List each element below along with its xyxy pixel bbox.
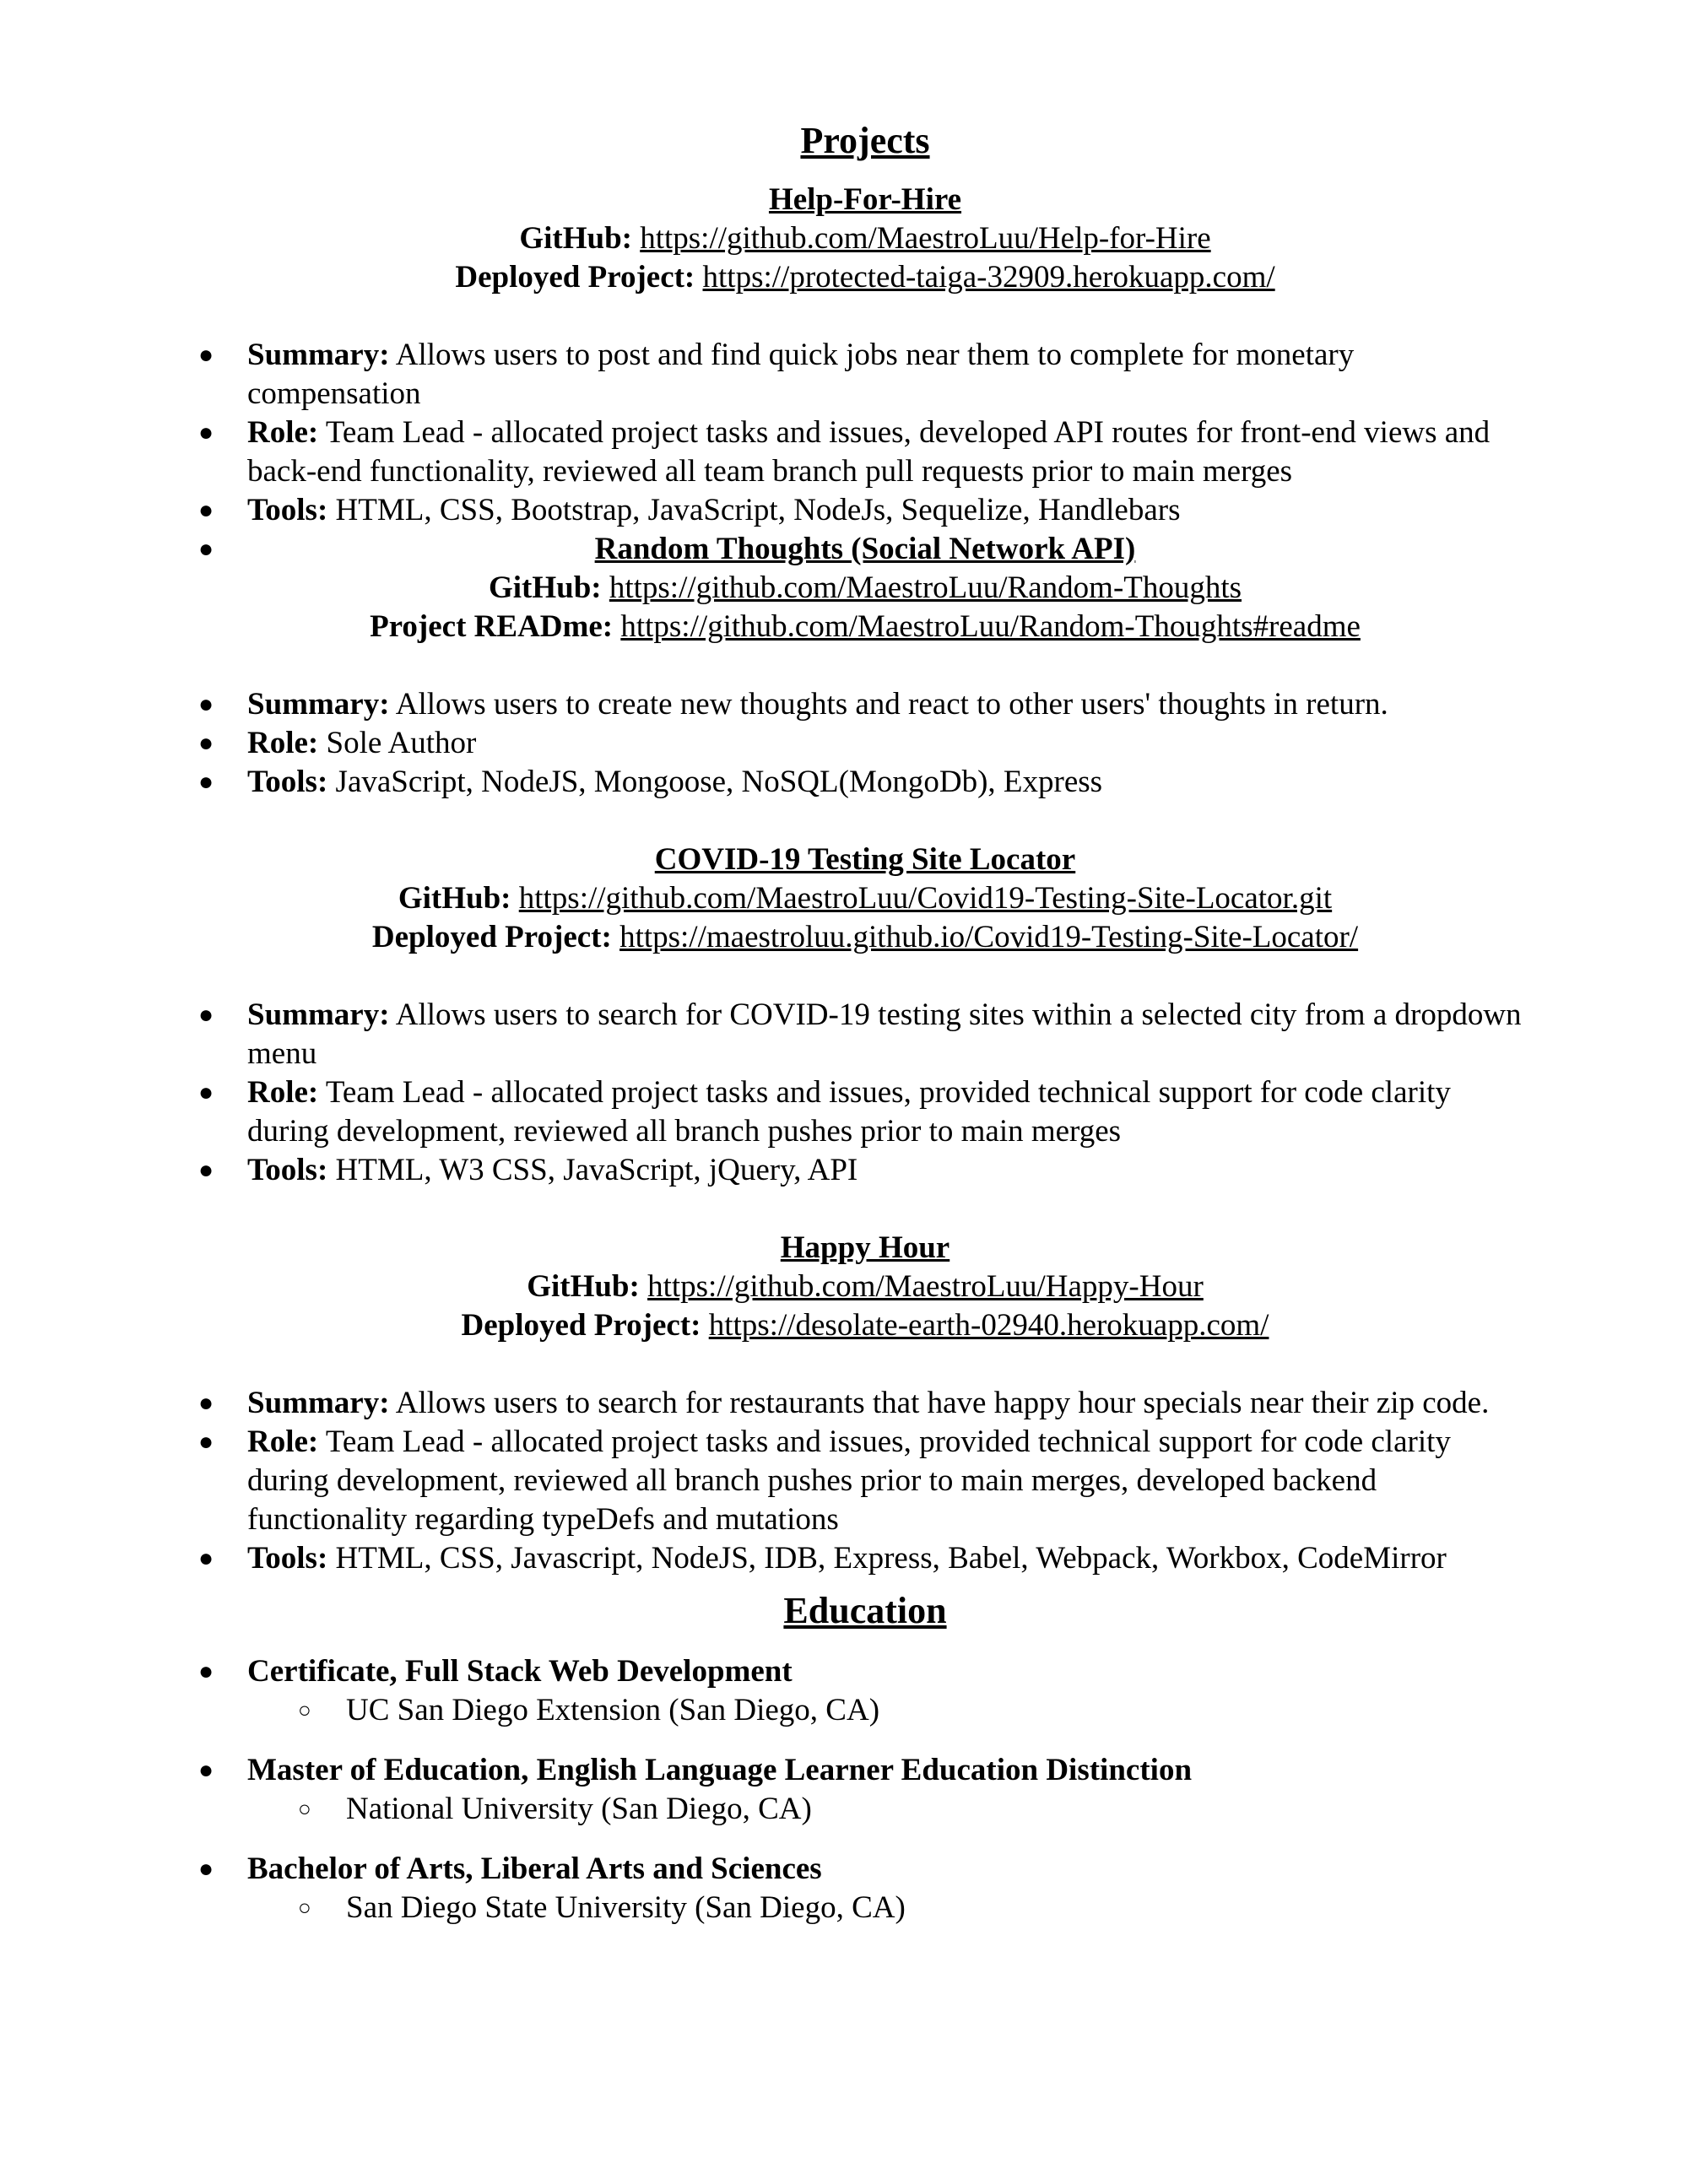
github-label: GitHub: [519,221,632,256]
project-title: Random Thoughts (Social Network API) [594,532,1136,566]
project-title: Help-For-Hire [768,182,962,217]
list-item [198,1423,1532,1539]
education-degree [198,1850,1532,1889]
summary-label: Summary: [247,1386,390,1420]
education-school [198,1889,1532,1927]
summary-text: Allows users to post and find quick jobs near them to complete for monetary compensation [247,338,1355,411]
deployed-label: Deployed Project: [455,260,695,295]
list-item [198,724,1532,763]
page-content [198,116,1532,1927]
github-line [198,1268,1532,1306]
tools-label: Tools: [247,493,328,527]
list-item [198,1151,1532,1190]
deployed-label: Deployed Project: [461,1308,701,1343]
education-degree [198,1652,1532,1691]
role-text: Team Lead - allocated project tasks and issues, provided technical support for code clarity during development, reviewed all branch pushes prior to main merges [247,1075,1451,1149]
github-link[interactable]: https://github.com/MaestroLuu/Covid19-Testing-Site-Locator.git [518,881,1333,916]
project-covid-locator [198,841,1532,1190]
list-item [198,996,1532,1073]
readme-line [198,608,1532,646]
bullet-icon: ● [198,1855,214,1883]
tools-text: HTML, CSS, Javascript, NodeJS, IDB, Express, Babel, Webpack, Workbox, CodeMirror [335,1541,1447,1576]
education-list [198,1652,1532,1927]
list-item [198,685,1532,724]
bullet-icon: ● [198,419,214,446]
role-text: Team Lead - allocated project tasks and issues, provided technical support for code clarity during development, reviewed all branch pushes prior to main merges, developed backend functionality regarding typeDefs and mutations [247,1424,1451,1537]
sub-bullet-icon: ○ [298,1895,311,1920]
tools-label: Tools: [247,1541,328,1576]
github-link[interactable]: https://github.com/MaestroLuu/Help-for-Hire [640,221,1211,256]
deployed-link[interactable]: https://maestroluu.github.io/Covid19-Testing-Site-Locator/ [619,920,1359,954]
github-line [198,569,1532,608]
role-label: Role: [247,1424,319,1459]
list-item-empty [198,530,1532,569]
education-school [198,1790,1532,1829]
bullet-icon: ● [198,535,214,563]
deployed-link[interactable]: https://protected-taiga-32909.herokuapp.com/ [702,260,1275,295]
github-label: GitHub: [398,881,511,916]
project-bullets [198,685,1532,802]
sub-bullet-icon: ○ [298,1797,311,1821]
tools-text: HTML, CSS, Bootstrap, JavaScript, NodeJs, Sequelize, Handlebars [335,493,1181,527]
education-heading: Education [783,1590,947,1631]
bullet-icon: ● [198,1389,214,1417]
list-item [198,336,1532,414]
tools-label: Tools: [247,765,328,799]
list-item [198,1073,1532,1151]
project-bullets [198,1384,1532,1578]
sub-bullet-icon: ○ [298,1698,311,1722]
project-bullets [198,336,1532,569]
github-label: GitHub: [488,570,602,605]
bullet-icon: ● [198,1156,214,1184]
project-happy-hour [198,1229,1532,1578]
github-link[interactable]: https://github.com/MaestroLuu/Random-Thoughts [609,570,1242,605]
tools-text: JavaScript, NodeJS, Mongoose, NoSQL(MongoDb), Express [335,765,1103,799]
degree-text: Bachelor of Arts, Liberal Arts and Sciences [247,1852,822,1886]
bullet-icon: ● [198,1756,214,1784]
bullet-icon: ● [198,690,214,718]
bullet-icon: ● [198,496,214,524]
list-item [198,414,1532,491]
role-text: Team Lead - allocated project tasks and issues, developed API routes for front-end views and back-end functionality, reviewed all team branch pull requests prior to main merges [247,415,1491,489]
education-degree [198,1751,1532,1790]
list-item [198,763,1532,802]
deployed-line [198,918,1532,957]
list-item [198,491,1532,530]
degree-text: Master of Education, English Language Learner Education Distinction [247,1753,1193,1787]
deployed-line [198,258,1532,297]
summary-label: Summary: [247,687,390,722]
project-title: Happy Hour [780,1230,950,1265]
role-label: Role: [247,726,319,760]
project-title: COVID-19 Testing Site Locator [654,842,1076,877]
degree-text: Certificate, Full Stack Web Development [247,1654,793,1689]
project-bullets [198,996,1532,1190]
education-school [198,1691,1532,1730]
project-random-thoughts [198,530,1532,802]
bullet-icon: ● [198,341,214,369]
project-help-for-hire [198,181,1532,569]
bullet-icon: ● [198,1428,214,1456]
bullet-icon: ● [198,1657,214,1685]
school-text: UC San Diego Extension (San Diego, CA) [346,1693,880,1727]
role-label: Role: [247,415,319,450]
summary-text: Allows users to create new thoughts and react to other users' thoughts in return. [395,687,1388,722]
projects-heading: Projects [800,120,930,161]
bullet-icon: ● [198,1001,214,1029]
github-line [198,219,1532,258]
bullet-icon: ● [198,1544,214,1572]
summary-text: Allows users to search for restaurants that have happy hour specials near their zip code. [395,1386,1490,1420]
list-item [198,1539,1532,1578]
github-link[interactable]: https://github.com/MaestroLuu/Happy-Hour [647,1269,1204,1304]
bullet-icon: ● [198,768,214,796]
deployed-label: Deployed Project: [371,920,612,954]
summary-label: Summary: [247,338,390,372]
readme-link[interactable]: https://github.com/MaestroLuu/Random-Thoughts#readme [620,609,1361,644]
summary-text: Allows users to search for COVID-19 testing sites within a selected city from a dropdown menu [247,997,1522,1071]
summary-label: Summary: [247,997,390,1032]
role-text: Sole Author [326,726,477,760]
role-label: Role: [247,1075,319,1110]
deployed-link[interactable]: https://desolate-earth-02940.herokuapp.com/ [708,1308,1269,1343]
list-item [198,1384,1532,1423]
bullet-icon: ● [198,729,214,757]
school-text: San Diego State University (San Diego, CA) [346,1890,906,1925]
deployed-line [198,1306,1532,1345]
tools-text: HTML, W3 CSS, JavaScript, jQuery, API [335,1153,858,1187]
school-text: National University (San Diego, CA) [346,1792,812,1826]
bullet-icon: ● [198,1078,214,1106]
github-label: GitHub: [527,1269,640,1304]
tools-label: Tools: [247,1153,328,1187]
readme-label: Project READme: [370,609,614,644]
github-line [198,879,1532,918]
